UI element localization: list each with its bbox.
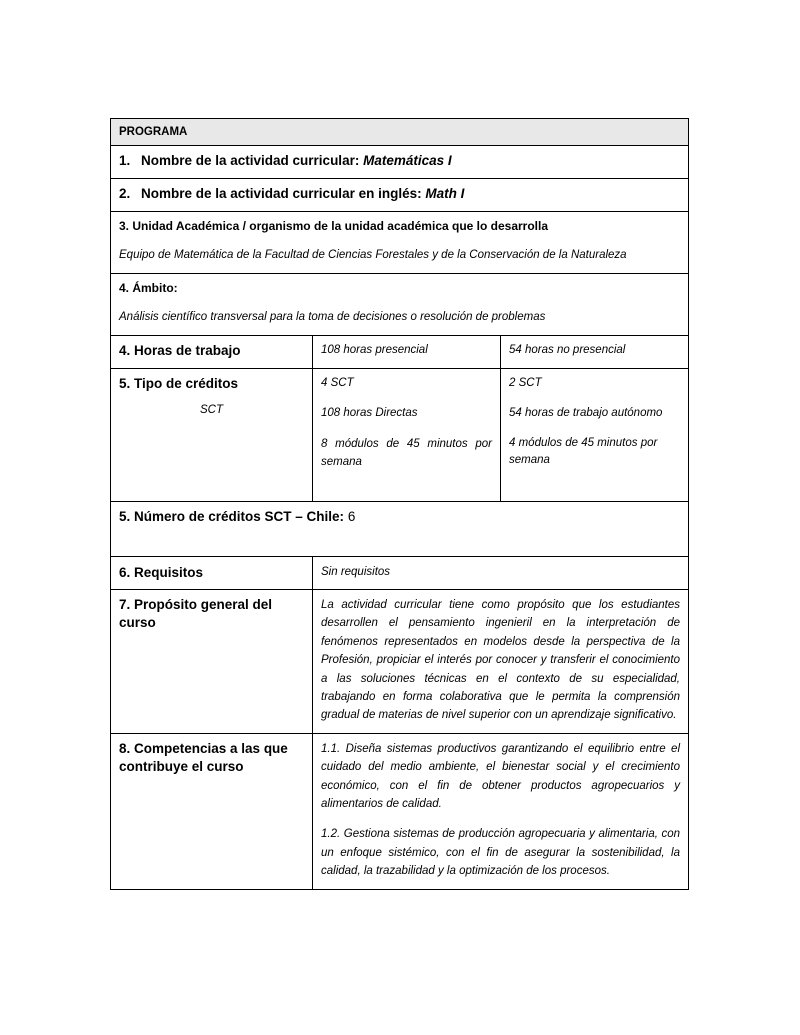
table-row-header: [111, 119, 689, 146]
credit-col2-line2: 54 horas de trabajo autónomo: [509, 406, 663, 419]
row-label-2: Nombre de la actividad curricular en inglés:: [141, 186, 422, 202]
program-header-cell: [111, 119, 689, 146]
row-title-requirements: 6. Requisitos: [111, 556, 313, 589]
credit-col2-line3: 4 módulos de 45 minutos por semana: [509, 436, 658, 467]
table-row: [111, 274, 689, 336]
row-value-2: Math I: [425, 186, 465, 202]
table-row: [111, 179, 689, 212]
row-value-competencies: [313, 733, 689, 889]
credit-col-autonomous: [501, 368, 689, 501]
table-row: [111, 335, 689, 368]
row-number-of-credits: [111, 501, 689, 556]
credit-type-title: 5. Tipo de créditos: [119, 375, 239, 391]
row-label-1: Nombre de la actividad curricular:: [141, 153, 360, 168]
row-course-name-english: [111, 179, 689, 212]
work-hours-no-presencial: 54 horas no presencial: [501, 335, 689, 368]
program-header-label: PROGRAMA: [119, 126, 188, 138]
row-number-2: 2.: [119, 186, 131, 202]
table-row: [111, 733, 689, 889]
row-value-ambito: Análisis científico transversal para la toma de decisiones o resolución de problemas: [119, 310, 546, 323]
number-of-credits-label: 5. Número de créditos SCT – Chile:: [119, 508, 345, 524]
work-hours-presencial: 108 horas presencial: [313, 335, 501, 368]
row-title-credit-type: [111, 368, 313, 501]
credit-col2-line1: 2 SCT: [509, 376, 542, 389]
row-value-requirements: Sin requisitos: [313, 556, 689, 589]
number-of-credits-value: 6: [347, 508, 356, 524]
credit-col1-line1: 4 SCT: [321, 376, 354, 389]
table-row: [111, 556, 689, 589]
row-title-work-hours: 4. Horas de trabajo: [111, 335, 313, 368]
course-program-table: [110, 118, 689, 890]
credit-col1-line3: 8 módulos de 45 minutos por semana: [321, 437, 492, 468]
competency-1-2: 1.2. Gestiona sistemas de producción agropecuaria y alimentaria, con un enfoque sistémico, con el fin de asegurar la sostenibilidad, la calidad, la trazabilidad y la optimización de los procesos.: [321, 828, 681, 878]
row-title-3: 3. Unidad Académica / organismo de la unidad académica que lo desarrolla: [119, 219, 549, 234]
row-ambito: [111, 274, 689, 336]
row-title-purpose: 7. Propósito general del curso: [111, 590, 313, 734]
row-value-3: Equipo de Matemática de la Facultad de Ciencias Forestales y de la Conservación de la Naturaleza: [119, 249, 627, 262]
row-value-purpose: La actividad curricular tiene como propósito que los estudiantes desarrollen el pensamiento ingenieril en la interpretación de fenómenos representados en modelos desde la perspectiva de la Profesión, propiciar el interés por conocer y transferir el conocimiento a las soluciones técnicas en el contexto de su especialidad, trabajando en forma colaborativa que le permita la comprensión gradual de materias de nivel superior con un aprendizaje significativo.: [313, 590, 689, 734]
row-title-competencies: 8. Competencias a las que contribuye el curso: [111, 733, 313, 889]
table-row: [111, 368, 689, 501]
row-academic-unit: [111, 212, 689, 274]
competency-1-1: 1.1. Diseña sistemas productivos garantizando el equilibrio entre el cuidado del medio ambiente, el bienestar social y el crecimiento económico, con el fin de obtener productos agropecuarios y alimentarios de calidad.: [321, 742, 681, 810]
table-row: [111, 212, 689, 274]
table-row: [111, 590, 689, 734]
credit-type-subtitle: SCT: [200, 404, 223, 417]
credit-col-direct: [313, 368, 501, 501]
table-row: [111, 146, 689, 179]
row-value-1: Matemáticas I: [363, 153, 452, 168]
row-course-name: [111, 146, 689, 179]
credit-col1-line2: 108 horas Directas: [321, 406, 418, 419]
row-title-ambito: 4. Ámbito:: [119, 281, 178, 296]
row-number-1: 1.: [119, 153, 131, 168]
table-row: [111, 501, 689, 556]
